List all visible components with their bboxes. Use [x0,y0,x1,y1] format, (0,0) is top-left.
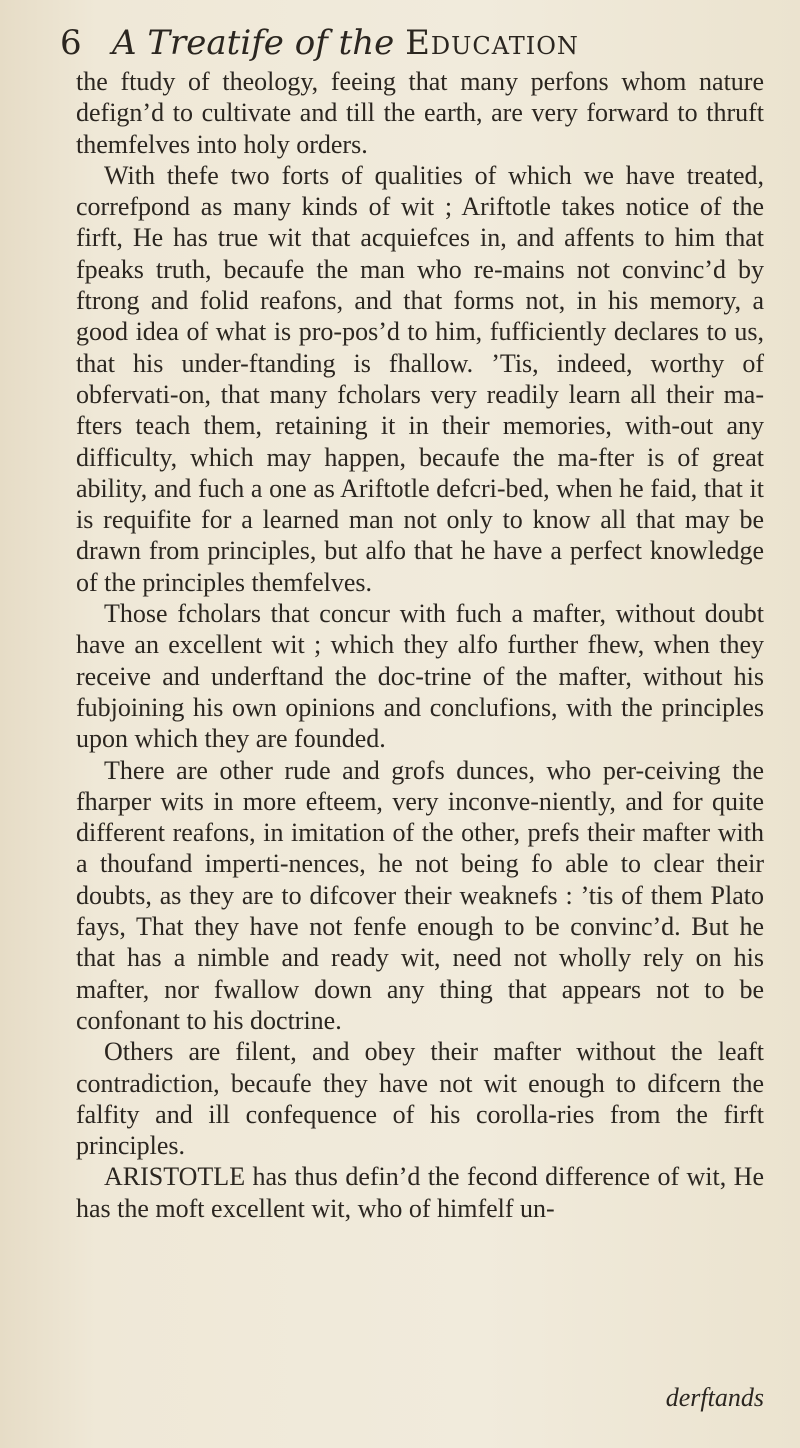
running-title-caps: Education [405,23,579,63]
paragraph-continuation: the ftudy of theology, feeing that many perfons whom nature defign’d to cultivate and till the earth, are very forward to thruft themfelves into holy orders. [76,67,764,159]
paragraph-aristotle: ARISTOTLE has thus defin’d the fecond difference of wit, He has the moft excellent wit, who of himfelf un- [76,1162,764,1223]
running-header [60,18,760,68]
paragraph-scholars: Those fcholars that concur with fuch a mafter, without doubt have an excellent wit ; which they alfo further fhew, when they receive and underftand the doc-trine of the mafter, without his fubjoining his own opinions and conclufions, with the principles upon which they are founded. [76,599,764,754]
catchword: derftands [665,1383,764,1412]
paragraph-dunces: There are other rude and grofs dunces, who per-ceiving the fharper wits in more efteem, very inconve-niently, and for quite different reafons, in imitation of the other, prefs their mafter with a thoufand imperti-nences, he not being fo able to clear their doubts, as they are to difcover their weaknefs : ’tis of them Plato fays, That they have not fenfe enough to be convinc’d. But he that has a nimble and ready wit, need not wholly rely on his mafter, nor fwallow down any thing that appears not to be confonant to his doctrine. [76,755,764,1035]
page-number: 6 [60,23,82,63]
running-title: A Treatife of the [112,23,395,63]
paragraph-wit-kinds: With thefe two forts of qualities of which we have treated, correfpond as many kinds of wit ; Ariftotle takes notice of the firft, He has true wit that acquiefces in, and affents to him that fpeaks truth, becaufe the man who re-mains not convinc’d by ftrong and folid reafons, and that forms not, in his memory, a good idea of what is pro-pos’d to him, fufficiently declares to us, that his under-ftanding is fhallow. ’Tis, indeed, worthy of obfervati-on, that many fcholars very readily learn all their ma-fters teach them, retaining it in their memories, with-out any difficulty, which may happen, becaufe the ma-fter is of great ability, and fuch a one as Ariftotle defcri-bed, when he faid, that it is requifite for a learned man not only to know all that may be drawn from principles, but alfo that he have a perfect knowledge of the principles themfelves. [76,160,764,597]
paragraph-others: Others are filent, and obey their mafter without the leaft contradiction, becaufe they have not wit enough to difcern the falfity and ill confequence of his corolla-ries from the firft principles. [76,1037,764,1161]
text-block [76,66,764,1224]
